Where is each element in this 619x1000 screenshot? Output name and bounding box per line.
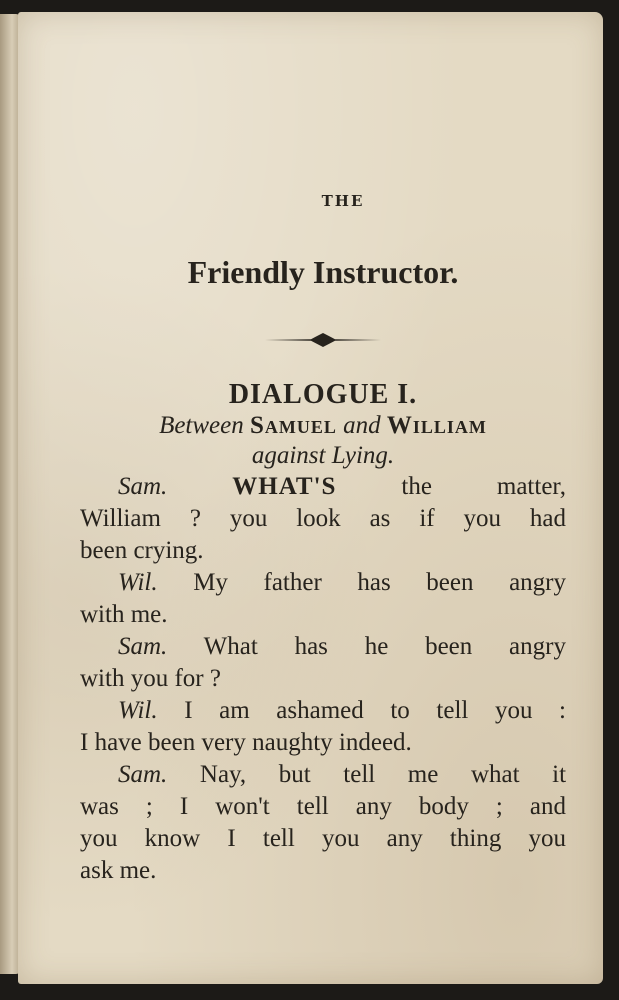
dialogue-line: [80, 759, 566, 791]
dialogue-line: [80, 503, 566, 535]
line-text: William ? you look as if you had: [80, 505, 566, 532]
dialogue-line: [80, 535, 566, 567]
dialogue-line: [80, 855, 566, 887]
dialogue-body: [80, 471, 566, 887]
speaker-label: Sam.: [118, 761, 168, 788]
dialogue-subtitle: [80, 411, 566, 441]
line-text: been crying.: [80, 537, 204, 564]
dialogue-line: [80, 599, 566, 631]
subtitle-samuel: Samuel: [250, 412, 337, 439]
speaker-label: Wil.: [118, 569, 158, 596]
speaker-label: Sam.: [118, 633, 168, 660]
line-text: with me.: [80, 601, 168, 628]
decorative-rule-ornament-icon: [263, 331, 383, 349]
title-article: THE: [321, 192, 365, 210]
line-text: the matter,: [401, 473, 566, 500]
dialogue-line: [80, 471, 566, 503]
dialogue-line: [80, 791, 566, 823]
line-text: My father has been angry: [193, 569, 566, 596]
dialogue-topic: [80, 441, 566, 471]
book-page: [18, 12, 603, 984]
dialogue-line: [80, 727, 566, 759]
page-title: Friendly Instructor.: [187, 254, 459, 290]
subtitle-and: and: [343, 412, 381, 439]
speaker-label: Sam.: [118, 473, 168, 500]
dialogue-line: [80, 695, 566, 727]
subtitle-topic: against Lying.: [251, 442, 395, 469]
dialogue-line: [80, 663, 566, 695]
subtitle-william: William: [386, 412, 487, 439]
facing-page-edge: [0, 14, 20, 974]
dialogue-heading: DIALOGUE I.: [228, 379, 418, 410]
dialogue-line: [80, 823, 566, 855]
line-text: was ; I won't tell any body ; and: [80, 793, 566, 820]
dialogue-line: [80, 567, 566, 599]
line-text: What has he been angry: [203, 633, 566, 660]
line-text: ask me.: [80, 857, 157, 884]
dialogue-line: [80, 631, 566, 663]
line-text: with you for ?: [80, 665, 221, 692]
line-text: I have been very naughty indeed.: [80, 729, 412, 756]
subtitle-between: Between: [159, 412, 244, 439]
line-text: Nay, but tell me what it: [199, 761, 567, 788]
speaker-label: Wil.: [118, 697, 158, 724]
line-text: you know I tell you any thing you: [80, 825, 566, 852]
line-text: I am ashamed to tell you :: [184, 697, 567, 724]
opening-word: WHAT'S: [232, 473, 337, 500]
page-text: [80, 192, 566, 887]
